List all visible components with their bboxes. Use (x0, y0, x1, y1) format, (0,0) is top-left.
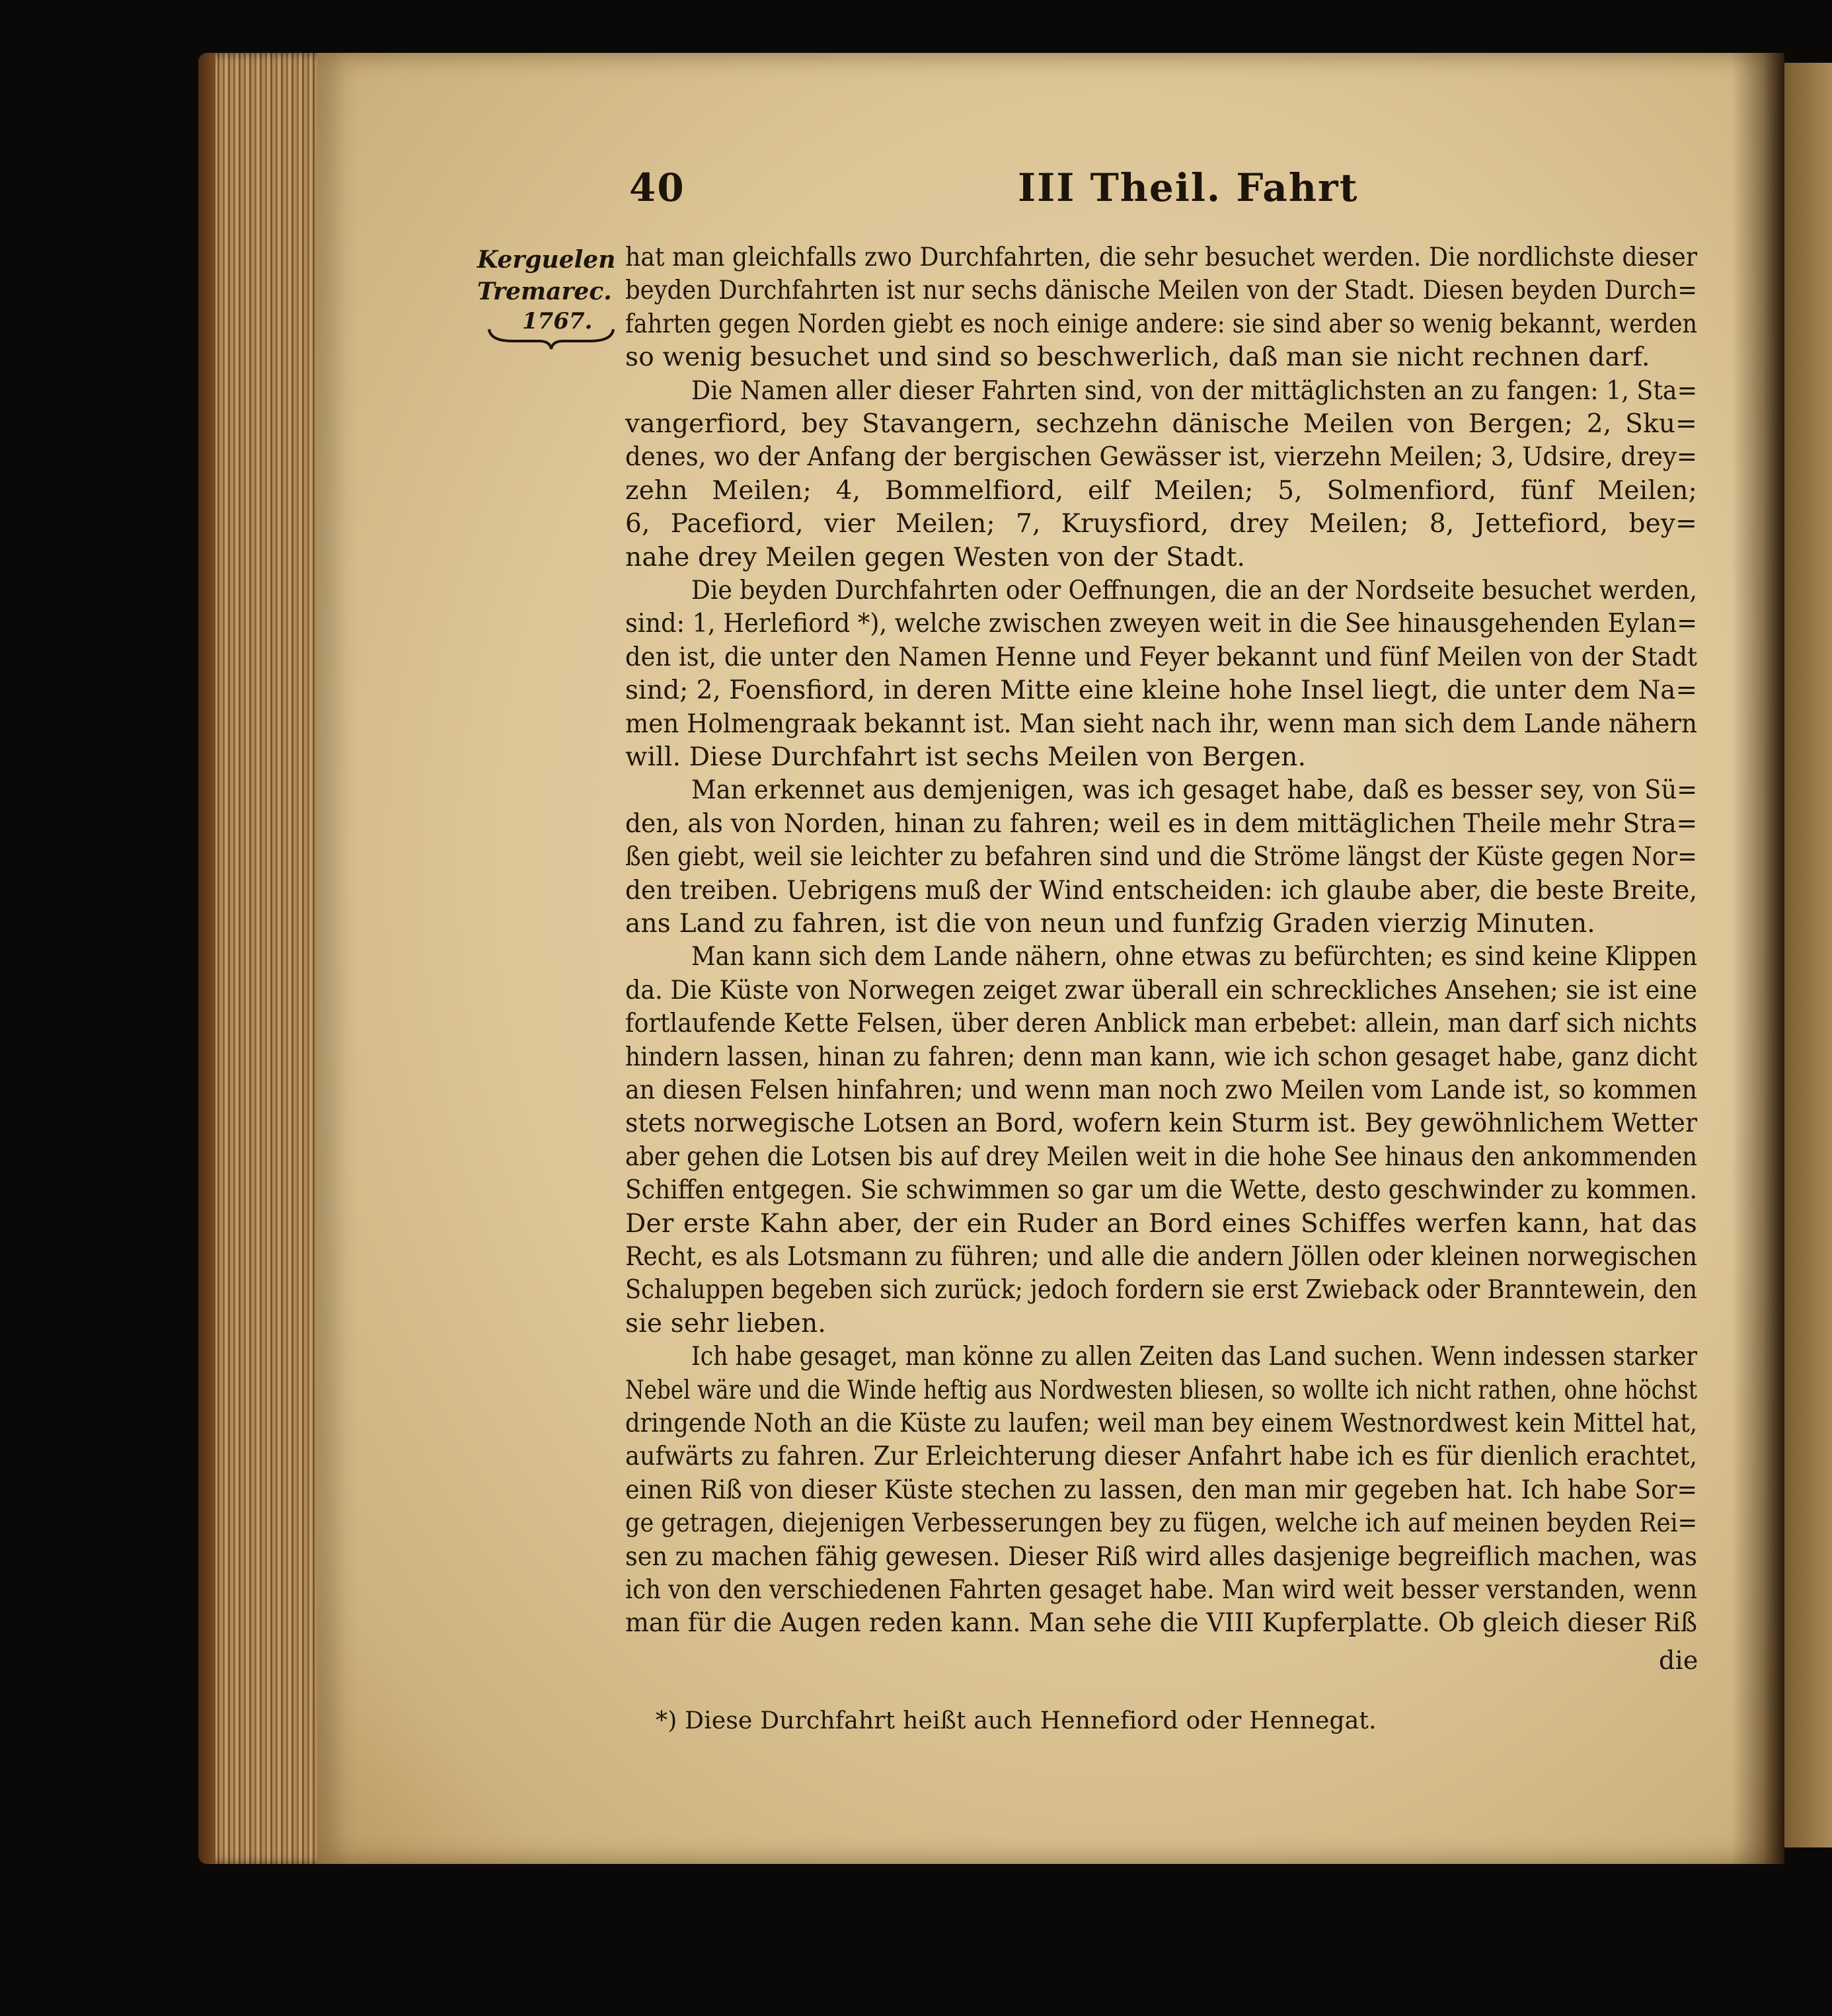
text-line: ge getragen, diejenigen Verbesserungen bey zu fügen, welche ich auf meinen beyden Rei= (625, 1508, 1698, 1539)
text-line: men Holmengraak bekannt ist. Man sieht nach ihr, wenn man sich dem Lande nähern (625, 709, 1697, 739)
text-line: Man erkennet aus demjenigen, was ich gesaget habe, daß es besser sey, von Sü= (691, 775, 1698, 806)
margin-note-year: 1767. (522, 308, 593, 334)
text-line: da. Die Küste von Norwegen zeiget zwar überall ein schreckliches Ansehen; sie ist eine (625, 975, 1697, 1005)
text-line: dringende Noth an die Küste zu laufen; weil man bey einem Westnordwest kein Mittel hat, (625, 1409, 1697, 1438)
text-line: fortlaufende Kette Felsen, über deren Anblick man erbebet: allein, man darf sich nichts (625, 1009, 1697, 1039)
text-line: hat man gleichfalls zwo Durchfahrten, die sehr besuchet werden. Die nordlichste dieser (625, 243, 1698, 272)
text-line: fahrten gegen Norden giebt es noch einige andere: sie sind aber so wenig bekannt, werden (625, 309, 1697, 339)
text-line: an diesen Felsen hinfahren; und wenn man noch zwo Meilen vom Lande ist, so kommen (625, 1075, 1697, 1105)
text-line: Man kann sich dem Lande nähern, ohne etwas zu befürchten; es sind keine Klippen (691, 942, 1698, 972)
text-line: Der erste Kahn aber, der ein Ruder an Bord eines Schiffes werfen kann, hat das (625, 1208, 1698, 1239)
text-line: Schaluppen begeben sich zurück; jedoch fordern sie erst Zwieback oder Branntewein, den (625, 1275, 1697, 1305)
text-line: ans Land zu fahren, ist die von neun und funfzig Graden vierzig Minuten. (625, 909, 1595, 939)
text-line: sen zu machen fähig gewesen. Dieser Riß wird alles dasjenige begreiflich machen, was (625, 1541, 1697, 1572)
text-line: beyden Durchfahrten ist nur sechs dänische Meilen von der Stadt. Diesen beyden Durch= (625, 276, 1698, 306)
margin-brace-icon (486, 325, 616, 352)
text-line: denes, wo der Anfang der bergischen Gewässer ist, vierzehn Meilen; 3, Udsire, drey= (625, 442, 1698, 473)
text-line: so wenig besuchet und sind so beschwerlich, daß man sie nicht rechnen darf. (625, 342, 1650, 373)
text-line: 6, Pacefiord, vier Meilen; 7, Kruysfiord, drey Meilen; 8, Jettefiord, bey= (625, 509, 1698, 539)
text-line: Recht, es als Lotsmann zu führen; und alle die andern Jöllen oder kleinen norwegischen (625, 1242, 1697, 1272)
page-gutter-shadow (1732, 53, 1784, 1864)
margin-note-author-2: Tremarec. (477, 278, 612, 305)
text-line: ich von den verschiedenen Fahrten gesaget habe. Man wird weit besser verstanden, wenn (625, 1575, 1697, 1605)
catchword: die (1659, 1645, 1698, 1675)
text-line: den, als von Norden, hinan zu fahren; weil es in dem mittäglichen Theile mehr Stra= (625, 808, 1698, 839)
text-line: Nebel wäre und die Winde heftig aus Nordwesten bliesen, so wollte ich nicht rathen, ohne höchst (625, 1375, 1697, 1405)
text-line: hindern lassen, hinan zu fahren; denn man kann, wie ich schon gesaget habe, ganz dicht (625, 1042, 1697, 1072)
text-line: einen Riß von dieser Küste stechen zu lassen, den man mir gegeben hat. Ich habe Sor= (625, 1475, 1698, 1505)
margin-note-author: Kerguelen (477, 246, 616, 274)
text-line: Ich habe gesaget, man könne zu allen Zeiten das Land suchen. Wenn indessen starker (691, 1342, 1697, 1372)
text-line: aufwärts zu fahren. Zur Erleichterung dieser Anfahrt habe ich es für dienlich erachtet, (625, 1442, 1698, 1472)
text-line: Schiffen entgegen. Sie schwimmen so gar um die Wette, desto geschwinder zu kommen. (625, 1175, 1697, 1206)
running-head-title: III Theil. Fahrt (1018, 165, 1359, 210)
footnote: *) Diese Durchfahrt heißt auch Hennefiord oder Hennegat. (656, 1707, 1377, 1734)
text-line: Die Namen aller dieser Fahrten sind, von der mittäglichsten an zu fangen: 1, Sta= (691, 375, 1698, 406)
text-line: nahe drey Meilen gegen Westen von der Stadt. (625, 542, 1246, 572)
text-line: vangerfiord, bey Stavangern, sechzehn dänische Meilen von Bergen; 2, Sku= (625, 409, 1698, 439)
text-line: den treiben. Uebrigens muß der Wind entscheiden: ich glaube aber, die beste Breite, (625, 875, 1698, 906)
text-line: ßen giebt, weil sie leichter zu befahren sind und die Ströme längst der Küste gegen Nor= (625, 842, 1697, 872)
facing-page-edge (1784, 63, 1832, 1847)
book-cover-edge (198, 53, 215, 1864)
text-line: sind: 1, Herlefiord *), welche zwischen zweyen weit in die See hinausgehenden Eylan= (625, 609, 1697, 639)
text-line: man für die Augen reden kann. Man sehe die VIII Kupferplatte. Ob gleich dieser Riß (625, 1608, 1698, 1639)
text-line: aber gehen die Lotsen bis auf drey Meilen weit in die hohe See hinaus den ankommenden (625, 1142, 1698, 1172)
text-line: stets norwegische Lotsen an Bord, wofern kein Sturm ist. Bey gewöhnlichem Wetter (625, 1108, 1698, 1139)
text-line: will. Diese Durchfahrt ist sechs Meilen von Bergen. (625, 742, 1307, 772)
text-line: sind; 2, Foensfiord, in deren Mitte eine kleine hohe Insel liegt, die unter dem Na= (625, 676, 1698, 706)
text-line: den ist, die unter den Namen Henne und Feyer bekannt und fünf Meilen von der Stadt (625, 642, 1697, 672)
text-line: Die beyden Durchfahrten oder Oeffnungen, die an der Nordseite besuchet werden, (691, 576, 1697, 605)
page-number: 40 (629, 165, 685, 210)
text-line: sie sehr lieben. (625, 1308, 827, 1338)
page-edges (198, 53, 330, 1864)
text-line: zehn Meilen; 4, Bommelfiord, eilf Meilen; 5, Solmenfiord, fünf Meilen; (625, 475, 1697, 506)
